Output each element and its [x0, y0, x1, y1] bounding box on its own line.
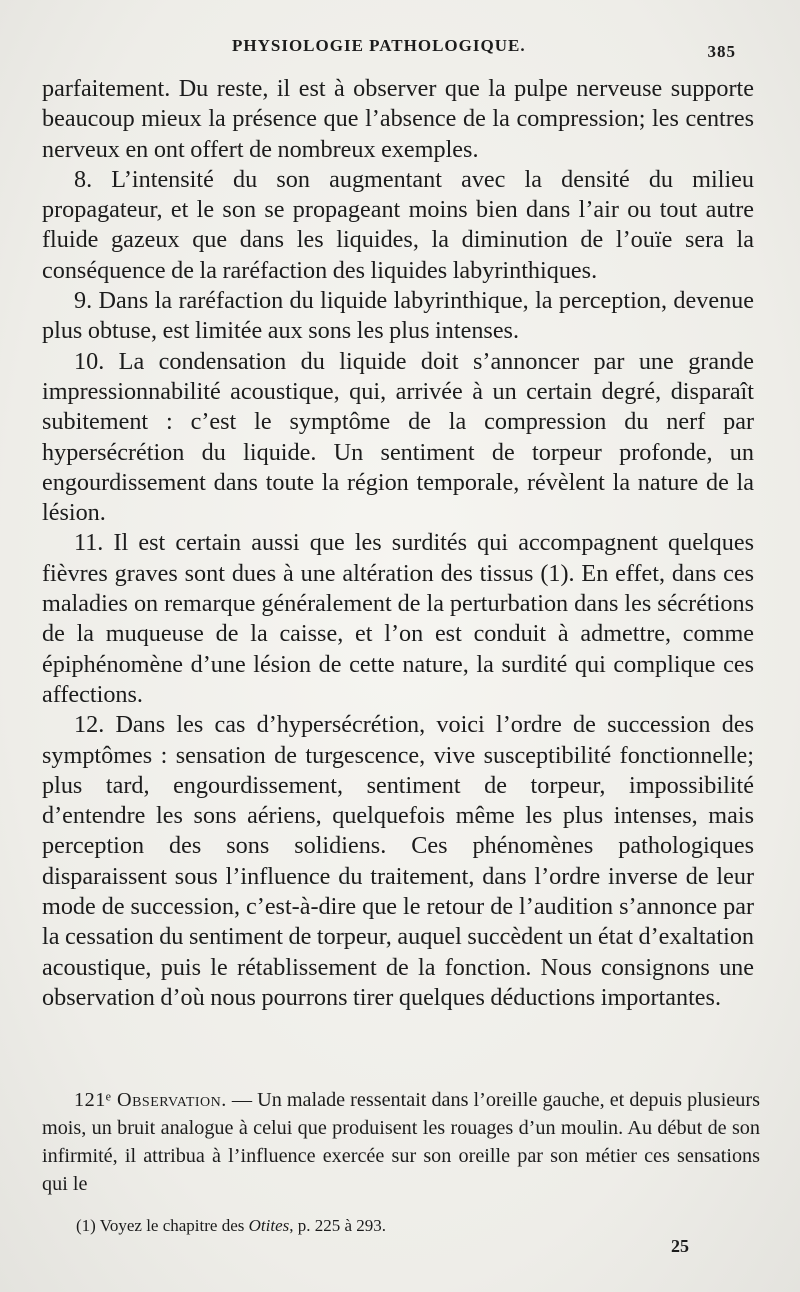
paragraph: 8. L’intensité du son augmentant avec la densité du milieu propagateur, et le son se propageant moins bien dans l’air ou tout autre fluide gazeux que dans les liquides, la diminution de l’ouïe sera la conséquence de la raréfaction des liquides labyrinthiques. — [42, 165, 754, 284]
paragraph: 10. La condensation du liquide doit s’annoncer par une grande impressionnabilité acoustique, qui, arrivée à un certain degré, disparaît subitement : c’est le symptôme de la compression du nerf par hypersécrétion du liquide. Un sentiment de torpeur profonde, un engourdissement dans toute la région temporale, révèlent la nature de la lésion. — [42, 347, 754, 527]
page-number: 385 — [707, 42, 736, 61]
footnote — [76, 1216, 756, 1236]
signature-mark: 25 — [671, 1236, 689, 1256]
paragraph: parfaitement. Du reste, il est à observer que la pulpe nerveuse supporte beaucoup mieux la présence que l’absence de la compression; les centres nerveux en ont offert de nombreux exemples. — [42, 75, 754, 163]
observation-label: 121ᵉ Observation. — [74, 1089, 227, 1111]
observation-paragraph — [42, 1086, 760, 1198]
body-text — [42, 74, 754, 1013]
running-title: PHYSIOLOGIE PATHOLOGIQUE. — [232, 36, 526, 55]
footnote-italic: Otites — [248, 1216, 290, 1235]
footnote-suffix: , p. 225 à 293. — [289, 1216, 387, 1235]
paragraph: 12. Dans les cas d’hypersécrétion, voici l’ordre de succession des symptômes : sensation de turgescence, vive susceptibilité fonctionnelle; plus tard, engourdissement, sentiment de torpeur, impossibilité d’entendre les sons aériens, quelquefois même les plus intenses, mais perception des sons solidiens. Ces phénomènes pathologiques disparaissent sous l’influence du traitement, dans l’ordre inverse de leur mode de succession, c’est-à-dire que le retour de l’audition s’annonce par la cessation du sentiment de torpeur, auquel succèdent un état d’exaltation acoustique, puis le rétablissement de la fonction. Nous consignons une observation d’où nous pourrons tirer quelques déductions importantes. — [42, 711, 755, 1011]
observation-block — [42, 1086, 760, 1198]
paragraph: 11. Il est certain aussi que les surdités qui accompagnent quelques fièvres graves sont dues à une altération des tissus (1). En effet, dans ces maladies on remarque généralement de la perturbation dans les sécrétions de la muqueuse de la caisse, et l’on est conduit à admettre, comme épiphénomène d’une lésion de cette nature, la surdité qui complique ces affections. — [42, 529, 754, 708]
paragraph: 9. Dans la raréfaction du liquide labyrinthique, la perception, devenue plus obtuse, est limitée aux sons les plus intenses. — [42, 287, 754, 345]
observation-text: — Un malade ressentait dans l’oreille gauche, et depuis plusieurs mois, un bruit analogue à celui que produisent les rouages d’un moulin. Au début de son infirmité, il attribua à l’influence exercée sur son oreille par son métier ces sensations qui le — [42, 1089, 760, 1195]
page-header — [42, 36, 742, 66]
footnote-prefix: (1) Voyez le chapitre des — [76, 1216, 249, 1235]
